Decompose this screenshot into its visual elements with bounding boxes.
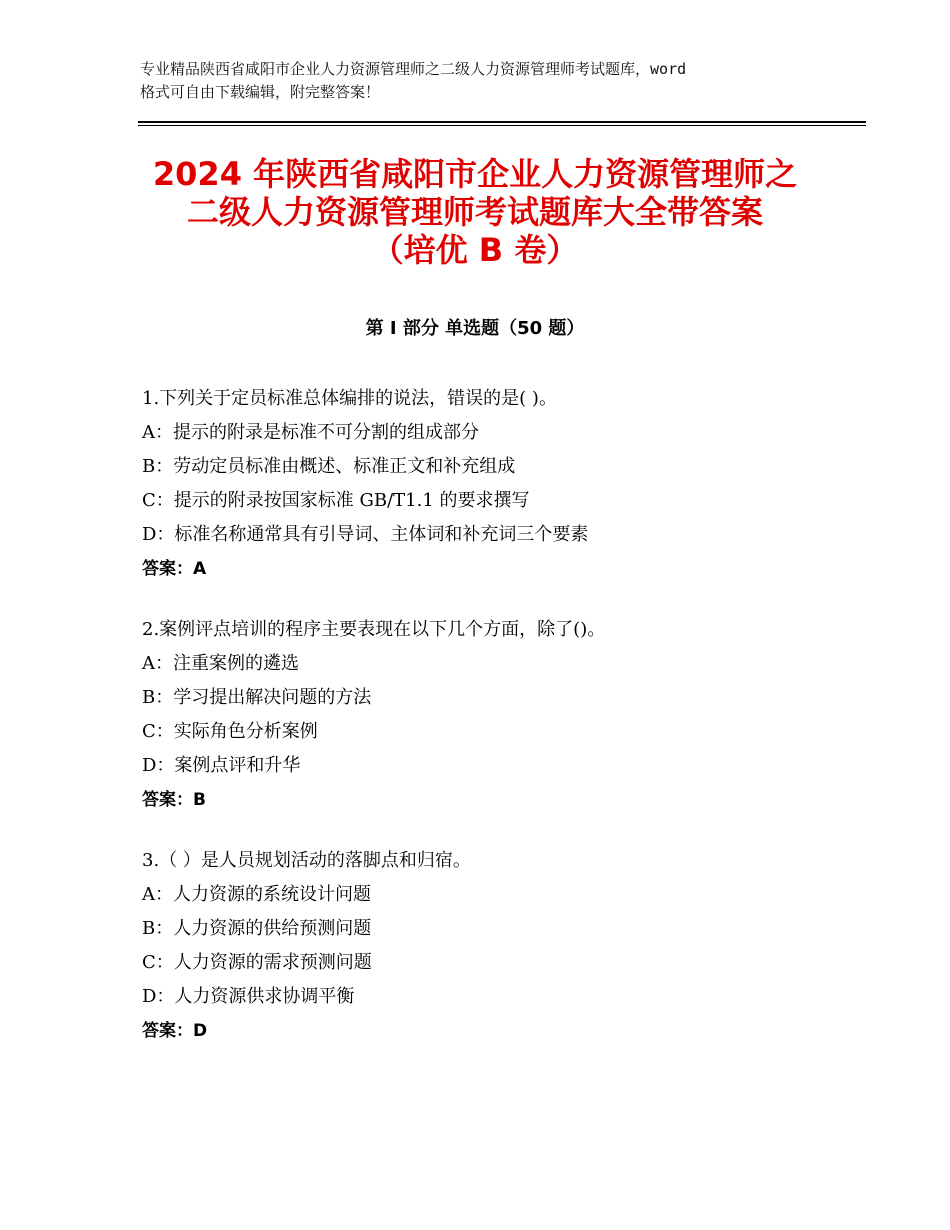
option-d: D：标准名称通常具有引导词、主体词和补充词三个要素 [142, 524, 589, 545]
header-note [140, 58, 840, 104]
option-c: C：提示的附录按国家标准 GB/T1.1 的要求撰写 [142, 490, 530, 511]
document-title [80, 155, 870, 269]
answer: 答案：D [142, 1021, 208, 1041]
header-rule-thin [138, 125, 866, 126]
option-a: A：提示的附录是标准不可分割的组成部分 [142, 422, 479, 443]
option-d: D：案例点评和升华 [142, 755, 301, 776]
header-note-line-2: 格式可自由下载编辑，附完整答案！ [140, 83, 381, 101]
header-note-line-1: 专业精品陕西省咸阳市企业人力资源管理师之二级人力资源管理师考试题库，word [140, 60, 687, 78]
option-c: C：人力资源的需求预测问题 [142, 952, 372, 973]
option-a: A：人力资源的系统设计问题 [142, 884, 371, 905]
answer: 答案：A [142, 559, 207, 579]
question-2 [142, 613, 862, 817]
header-rule-thick [138, 121, 866, 123]
title-line-1: 2024 年陕西省咸阳市企业人力资源管理师之 [152, 155, 798, 193]
question-stem: 3.（ ）是人员规划活动的落脚点和归宿。 [142, 850, 471, 871]
section-title: 第 I 部分 单选题（50 题） [365, 318, 585, 339]
question-1 [142, 382, 862, 586]
title-line-2: 二级人力资源管理师考试题库大全带答案 [186, 193, 763, 231]
question-list [142, 382, 862, 1075]
question-3 [142, 844, 862, 1048]
title-line-3: （培优 B 卷） [371, 231, 579, 269]
option-d: D：人力资源供求协调平衡 [142, 986, 355, 1007]
question-stem: 2.案例评点培训的程序主要表现在以下几个方面，除了()。 [142, 619, 606, 640]
option-b: B：劳动定员标准由概述、标准正文和补充组成 [142, 456, 516, 477]
option-b: B：学习提出解决问题的方法 [142, 687, 372, 708]
option-a: A：注重案例的遴选 [142, 653, 299, 674]
option-b: B：人力资源的供给预测问题 [142, 918, 372, 939]
answer: 答案：B [142, 790, 206, 810]
option-c: C：实际角色分析案例 [142, 721, 318, 742]
question-stem: 1.下列关于定员标准总体编排的说法，错误的是( )。 [142, 388, 557, 409]
